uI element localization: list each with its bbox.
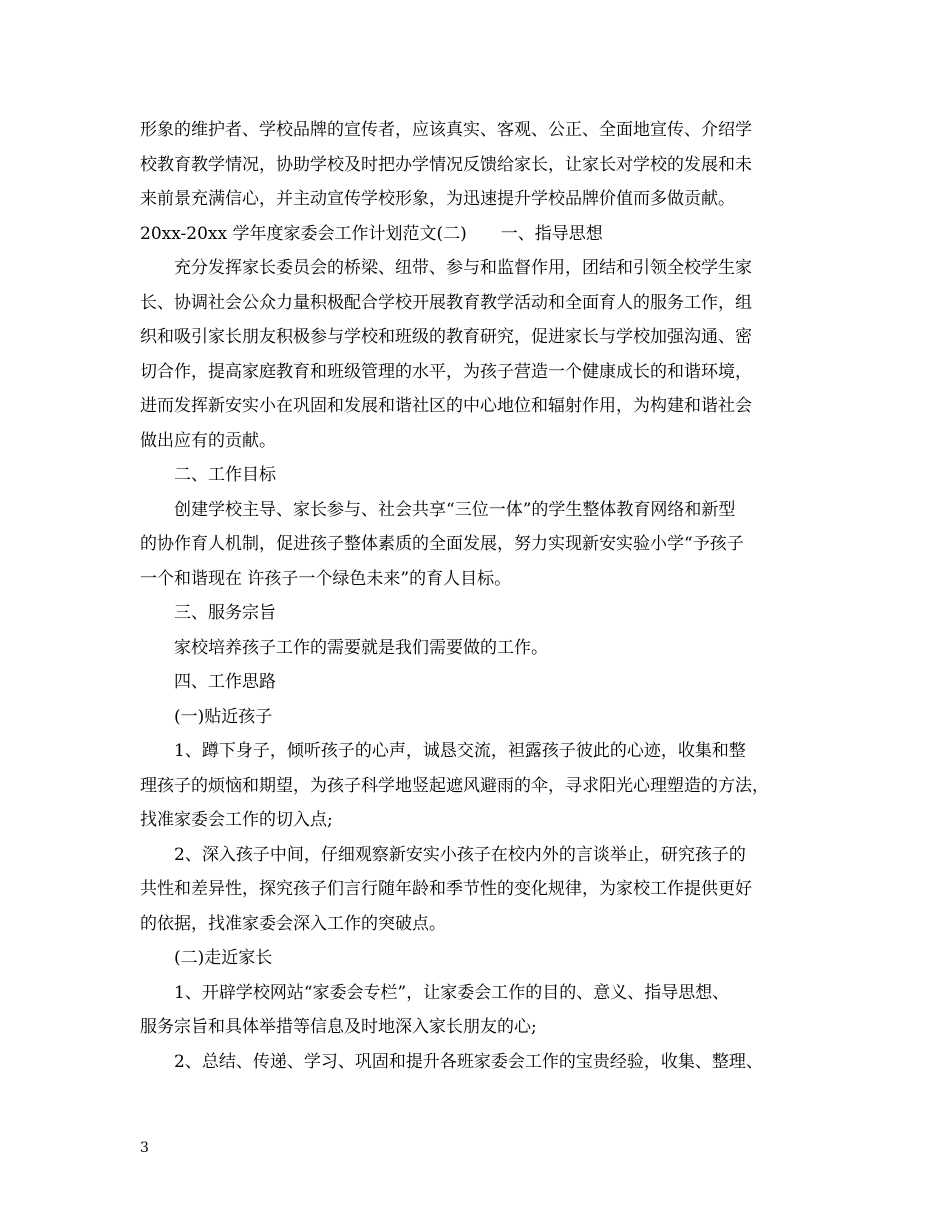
text-line: 创建学校主导、家长参与、社会共享“三位一体”的学生整体教育网络和新型: [174, 499, 736, 520]
text-line: (二)走近家长: [174, 948, 273, 968]
text-line: 20xx-20xx 学年度家委会工作计划范文(二) 一、指导思想: [140, 223, 603, 244]
text-line: (一)贴近孩子: [174, 706, 273, 727]
text-line: 找准家委会工作的切入点;: [140, 810, 333, 830]
text-line: 来前景充满信心，并主动宣传学校形象，为迅速提升学校品牌价值而多做贡献。: [140, 189, 735, 209]
text-line: 的协作育人机制，促进孩子整体素质的全面发展，努力实现新安实验小学“予孩子: [140, 534, 744, 554]
text-line: 服务宗旨和具体举措等信息及时地深入家长朋友的心;: [140, 1017, 537, 1037]
text-line: 长、协调社会公众力量积极配合学校开展教育教学活动和全面育人的服务工作，组: [140, 292, 752, 313]
text-line: 理孩子的烦恼和期望，为孩子科学地竖起遮风避雨的伞，寻求阳光心理塑造的方法，: [140, 775, 769, 796]
text-line: 一个和谐现在 许孩子一个绿色未来”的育人目标。: [140, 568, 512, 589]
text-line: 共性和差异性，探究孩子们言行随年龄和季节性的变化规律，为家校工作提供更好: [140, 879, 752, 899]
text-line: 形象的维护者、学校品牌的宣传者，应该真实、客观、公正、全面地宣传、介绍学: [140, 120, 752, 140]
text-line: 2、总结、传递、学习、巩固和提升各班家委会工作的宝贵经验，收集、整理、: [174, 1051, 763, 1072]
text-line: 三、服务宗旨: [174, 603, 276, 623]
text-line: 1、蹲下身子，倾听孩子的心声，诚恳交流，袒露孩子彼此的心迹，收集和整: [174, 741, 746, 761]
text-line: 充分发挥家长委员会的桥梁、纽带、参与和监督作用，团结和引领全校学生家: [174, 258, 752, 278]
text-line: 进而发挥新安实小在巩固和发展和谐社区的中心地位和辐射作用，为构建和谐社会: [140, 396, 752, 416]
text-line: 1、开辟学校网站“家委会专栏”，让家委会工作的目的、意义、指导思想、: [174, 982, 730, 1003]
page-number: 3: [140, 1140, 149, 1156]
text-line: 校教育教学情况，协助学校及时把办学情况反馈给家长，让家长对学校的发展和未: [140, 154, 752, 175]
text-line: 二、工作目标: [174, 465, 276, 485]
text-line: 四、工作思路: [174, 672, 276, 692]
text-line: 的依据，找准家委会深入工作的突破点。: [140, 913, 446, 934]
text-line: 2、深入孩子中间，仔细观察新安实小孩子在校内外的言谈举止，研究孩子的: [174, 844, 746, 865]
text-line: 做出应有的贡献。: [140, 430, 276, 451]
text-line: 切合作，提高家庭教育和班级管理的水平，为孩子营造一个健康成长的和谐环境，: [140, 361, 752, 382]
text-line: 织和吸引家长朋友积极参与学校和班级的教育研究，促进家长与学校加强沟通、密: [140, 327, 752, 347]
document-body: [140, 113, 830, 1079]
text-line: 家校培养孩子工作的需要就是我们需要做的工作。: [174, 637, 548, 658]
